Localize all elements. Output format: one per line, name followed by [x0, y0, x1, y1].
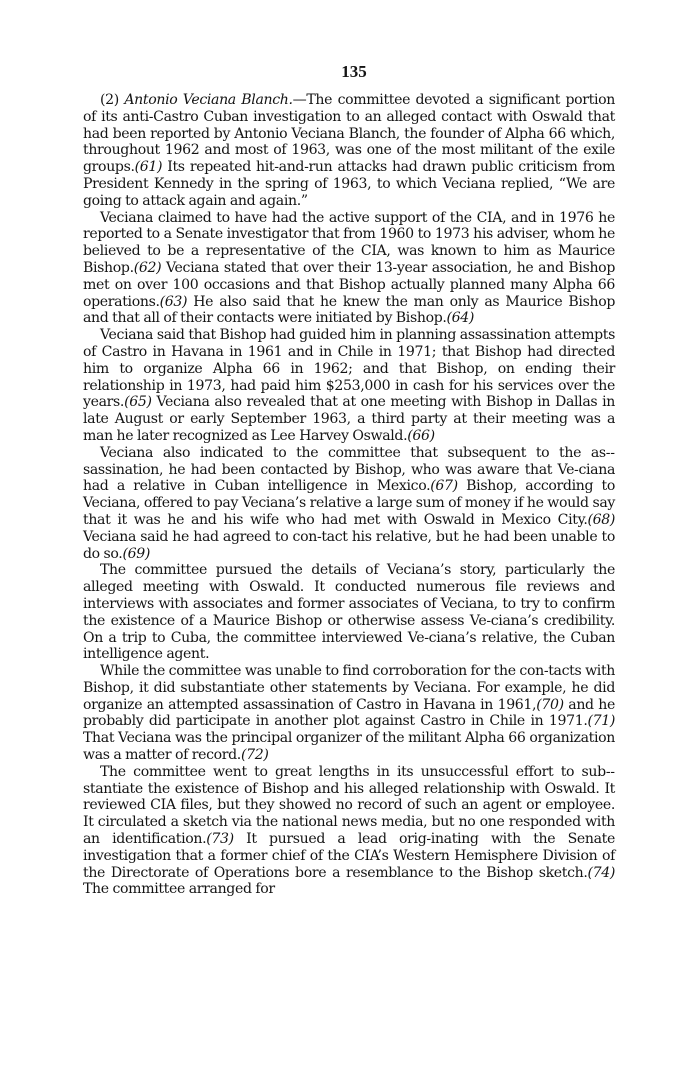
page-number: 135 — [341, 62, 367, 81]
footnote-ref: (66) — [407, 427, 435, 444]
footnote-ref: (73) — [206, 831, 234, 848]
paragraph-bishop-search — [83, 764, 615, 898]
text-segment: Veciana said that Bishop had guided him in planning assassination attempts of Castro in Havana in 1961 and in Chile in 1971; that Bishop had directed him to organize Alpha 66 in 1962; and that Bishop, on ending their relationship in 1973, had paid him $253,000 in cash for his services over the years. — [83, 327, 615, 411]
footnote-ref: (64) — [446, 310, 475, 327]
text-segment: Its repeated hit-and-run attacks had drawn public criticism from President Kennedy in the spring of 1963, to which Veciana replied, “We are going to attack again and again.” — [83, 159, 615, 209]
paragraph-veciana-intro — [83, 92, 615, 210]
text-segment: Bishop, according to Veciana, offered to pay Veciana’s relative a large sum of money if he would say that it was he and his wife who had met with Oswald in Mexico City. — [83, 478, 615, 528]
text-segment: The committee pursued the details of Veciana’s story, particularly the alleged meeting with Oswald. It conducted numerous file reviews and interviews with associates and former associates of Veciana, to try to confirm the existence of a Maurice Bishop or otherwise assess Ve-ciana’s credibility. On a trip to Cuba, the committee interviewed Ve-ciana’s relative, the Cuban intelligence agent. — [83, 562, 615, 663]
section-title: Antonio Veciana Blanch. — [124, 92, 293, 108]
paragraph-assassination-attempts — [83, 327, 615, 445]
section-number: (2) — [100, 92, 125, 108]
footnote-ref: (74) — [587, 864, 615, 881]
footnote-ref: (68) — [587, 511, 615, 528]
footnote-ref: (72) — [240, 747, 269, 764]
footnote-ref: (70) — [536, 696, 564, 713]
footnote-ref: (61) — [134, 159, 163, 176]
text-segment: Veciana stated that over their 13-year association, he and Bishop met on over 100 occasions and that Bishop actually planned many Alpha 66 operations. — [83, 259, 615, 310]
text-segment: Veciana also revealed that at one meeting with Bishop in Dallas in late August or early September 1963, a third party at their meeting was a man he later recognized as Lee Harvey Oswald. — [83, 394, 615, 444]
footnote-ref: (65) — [124, 394, 152, 411]
text-segment: The committee went to great lengths in its unsuccessful effort to sub-stantiate the existence of Bishop and his alleged relationship with Oswald. It reviewed CIA files, but they showed no record of such an agent or employee. It circulated a sketch via the national news media, but no one responded with an identification. — [83, 763, 615, 848]
document-page — [83, 62, 615, 898]
text-segment: It pursued a lead orig-inating with the Senate investigation that a former chief of the CIA’s Western Hemisphere Division of the Directorate of Operations bore a resemblance to the Bishop sketch. — [83, 831, 615, 881]
paragraph-corroboration — [83, 663, 615, 764]
text-segment: The committee arranged for — [83, 881, 275, 898]
footnote-ref: (71) — [587, 713, 615, 730]
footnote-ref: (67) — [430, 478, 458, 495]
footnote-ref: (69) — [122, 545, 150, 562]
paragraph-cia-support — [83, 210, 615, 328]
footnote-ref: (63) — [159, 293, 188, 310]
text-segment: Veciana also indicated to the committee that subsequent to the as-sassination, he had been contacted by Bishop, who was aware that Ve-ciana had a relative in Cuban intelligence in Mexico. — [83, 444, 615, 495]
text-segment: That Veciana was the principal organizer of the militant Alpha 66 organization was a matter of record. — [83, 730, 615, 764]
text-segment: —The committee devoted a significant portion of its anti-Castro Cuban investigation to an alleged contact with Oswald that had been reported by Antonio Veciana Blanch, the founder of Alpha 66 which, throughout 1962 and most of 1963, was one of the most militant of the exile groups. — [83, 92, 615, 176]
text-segment: He also said that he knew the man only as Maurice Bishop and that all of their contacts were initiated by Bishop. — [83, 293, 615, 327]
text-segment: Veciana said he had agreed to con-tact his relative, but he had been unable to do so. — [83, 528, 615, 562]
text-segment: Veciana claimed to have had the active support of the CIA, and in 1976 he reported to a Senate investigator that from 1960 to 1973 his adviser, whom he believed to be a representative of the CIA, was known to him as Maurice Bishop. — [83, 209, 615, 276]
text-segment: and he probably did participate in another plot against Castro in Chile in 1971. — [83, 696, 615, 730]
paragraph-committee-pursued — [83, 562, 615, 663]
footnote-ref: (62) — [133, 259, 162, 276]
paragraph-cuban-relative — [83, 445, 615, 563]
text-segment: While the committee was unable to find corroboration for the con-tacts with Bishop, it did substantiate other statements by Veciana. For example, he did organize an attempted assassination of Castro in Havana in 1961, — [83, 663, 615, 713]
